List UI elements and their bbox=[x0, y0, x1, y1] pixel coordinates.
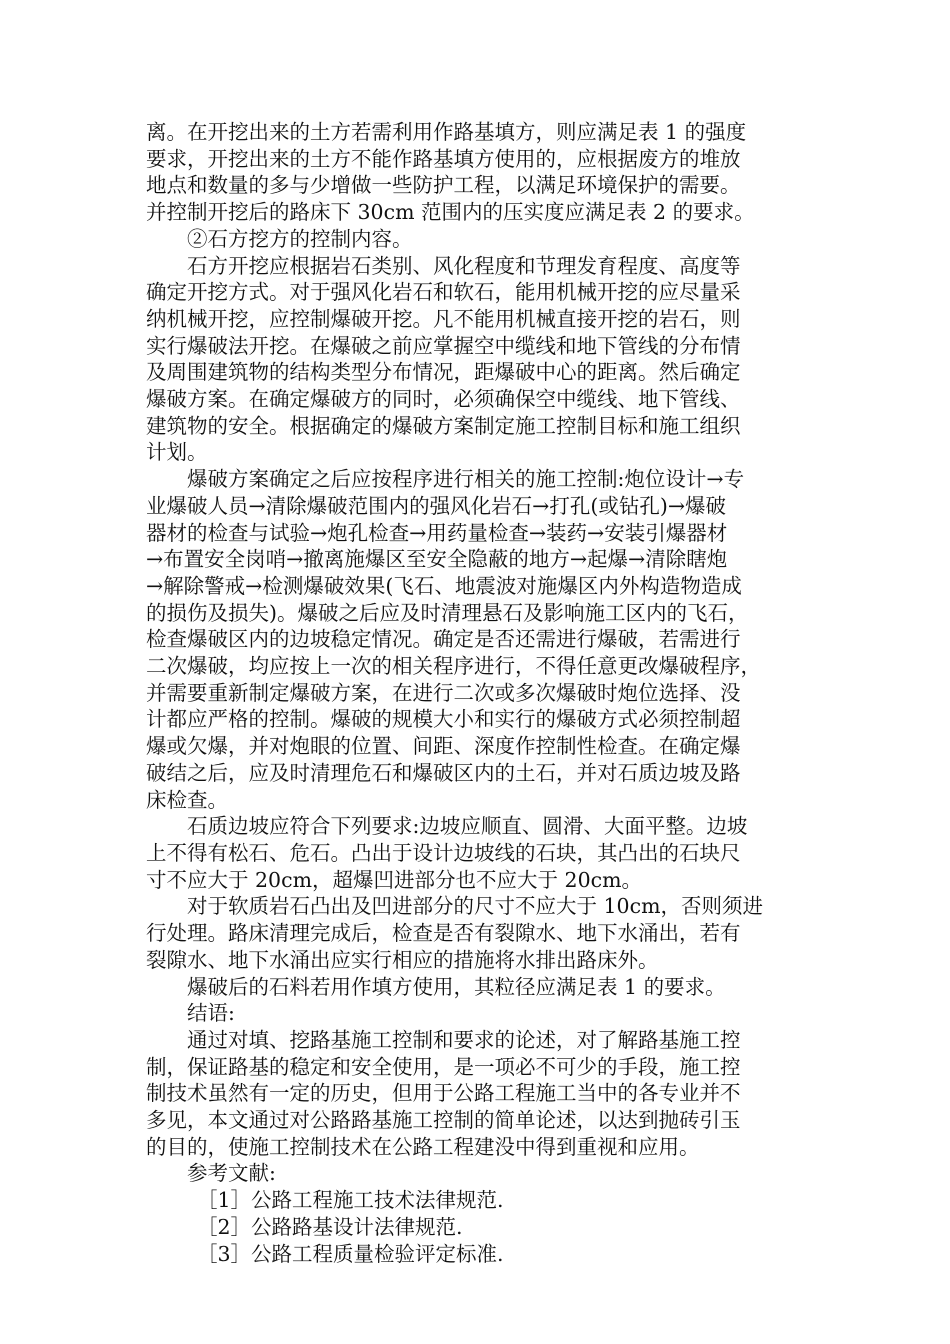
text-line: 结语: bbox=[187, 1001, 235, 1026]
text-line: 爆或欠爆，并对炮眼的位置、间距、深度作控制性检查。在确定爆 bbox=[146, 734, 741, 759]
document-body bbox=[146, 119, 806, 1267]
text-line: 通过对填、挖路基施工控制和要求的论述，对了解路基施工控 bbox=[187, 1027, 741, 1052]
text-line: 制技术虽然有一定的历史，但用于公路工程施工当中的各专业并不 bbox=[146, 1081, 741, 1106]
text-line: 的目的，使施工控制技术在公路工程建没中得到重视和应用。 bbox=[146, 1134, 700, 1159]
references-heading bbox=[146, 1160, 806, 1187]
section-heading-rock-excavation bbox=[146, 226, 806, 253]
text-line: 参考文献: bbox=[187, 1161, 276, 1186]
text-line: 确定开挖方式。对于强风化岩石和软石，能用机械开挖的应尽量采 bbox=[146, 280, 741, 305]
text-line: 多见，本文通过对公路路基施工控制的简单论述，以达到抛砖引玉 bbox=[146, 1108, 741, 1133]
text-line: 要求，开挖出来的土方不能作路基填方使用的，应根据废方的堆放 bbox=[146, 146, 741, 171]
reference-item: ［3］公路工程质量检验评定标准. bbox=[197, 1241, 504, 1266]
text-line: 石方开挖应根据岩石类别、风化程度和节理发育程度、高度等 bbox=[187, 253, 741, 278]
text-line: 制，保证路基的稳定和安全使用，是一项必不可少的手段，施工控 bbox=[146, 1054, 741, 1079]
text-line: 建筑物的安全。根据确定的爆破方案制定施工控制目标和施工组织 bbox=[146, 413, 741, 438]
paragraph-rock-slope-requirements bbox=[146, 813, 806, 893]
paragraph-earthwork-continued bbox=[146, 119, 806, 226]
text-line: 寸不应大于 20cm，超爆凹进部分也不应大于 20cm。 bbox=[146, 867, 643, 892]
text-line: 计都应严格的控制。爆破的规模大小和实行的爆破方式必须控制超 bbox=[146, 707, 741, 732]
reference-item: ［2］公路路基设计法律规范. bbox=[197, 1214, 463, 1239]
conclusion-heading bbox=[146, 1000, 806, 1027]
references-list bbox=[146, 1187, 806, 1267]
text-line: 实行爆破法开挖。在爆破之前应掌握空中缆线和地下管线的分布情 bbox=[146, 333, 741, 358]
text-line: 上不得有松石、危石。凸出于设计边坡线的石块，其凸出的石块尺 bbox=[146, 840, 741, 865]
text-line: 石质边坡应符合下列要求:边坡应顺直、圆滑、大面平整。边坡 bbox=[187, 814, 748, 839]
text-line: 检查爆破区内的边坡稳定情况。确定是否还需进行爆破，若需进行 bbox=[146, 627, 741, 652]
text-line: →解除警戒→检测爆破效果(飞石、地震波对施爆区内外构造物造成 bbox=[146, 573, 742, 598]
text-line: 器材的检查与试验→炮孔检查→用药量检查→装药→安装引爆器材 bbox=[146, 520, 728, 545]
text-line: 离。在开挖出来的土方若需利用作路基填方，则应满足表 1 的强度 bbox=[146, 120, 747, 144]
paragraph-soft-rock bbox=[146, 893, 806, 973]
paragraph-blasted-stone-fill bbox=[146, 974, 806, 1001]
text-line: 爆破方案确定之后应按程序进行相关的施工控制:炮位设计→专 bbox=[187, 467, 745, 492]
text-line: →布置安全岗哨→撤离施爆区至安全隐蔽的地方→起爆→清除瞎炮 bbox=[146, 547, 728, 572]
paragraph-rock-excavation-method bbox=[146, 253, 806, 467]
text-line: 爆破后的石料若用作填方使用，其粒径应满足表 1 的要求。 bbox=[187, 974, 726, 999]
text-line: 的损伤及损失)。爆破之后应及时清理悬石及影响施工区内的飞石， bbox=[146, 600, 749, 625]
reference-item: ［1］公路工程施工技术法律规范. bbox=[197, 1188, 504, 1213]
text-line: 床检查。 bbox=[146, 787, 228, 812]
text-line: 纳机械开挖，应控制爆破开挖。凡不能用机械直接开挖的岩石，则 bbox=[146, 306, 741, 331]
paragraph-blasting-procedure bbox=[146, 466, 806, 813]
text-line: 破结之后，应及时清理危石和爆破区内的土石，并对石质边坡及路 bbox=[146, 760, 741, 785]
text-line: 并控制开挖后的路床下 30cm 范围内的压实度应满足表 2 的要求。 bbox=[146, 200, 755, 225]
paragraph-conclusion bbox=[146, 1027, 806, 1161]
text-line: 行处理。路床清理完成后，检查是否有裂隙水、地下水涌出，若有 bbox=[146, 921, 741, 946]
text-line: 业爆破人员→清除爆破范围内的强风化岩石→打孔(或钻孔)→爆破 bbox=[146, 493, 727, 518]
text-line: 二次爆破，均应按上一次的相关程序进行，不得任意更改爆破程序， bbox=[146, 654, 761, 679]
text-line: 并需要重新制定爆破方案，在进行二次或多次爆破时炮位选择、没 bbox=[146, 680, 741, 705]
text-line: 裂隙水、地下水涌出应实行相应的措施将水排出路床外。 bbox=[146, 947, 659, 972]
text-line: 地点和数量的多与少增做一些防护工程，以满足环境保护的需要。 bbox=[146, 173, 741, 198]
text-line: 计划。 bbox=[146, 440, 208, 465]
text-line: 及周围建筑物的结构类型分布情况，距爆破中心的距离。然后确定 bbox=[146, 360, 741, 385]
text-line: 对于软质岩石凸出及凹进部分的尺寸不应大于 10cm，否则须进 bbox=[187, 894, 764, 919]
text-line: 爆破方案。在确定爆破方的同时，必须确保空中缆线、地下管线、 bbox=[146, 387, 741, 412]
text-line: ②石方挖方的控制内容。 bbox=[187, 226, 413, 251]
